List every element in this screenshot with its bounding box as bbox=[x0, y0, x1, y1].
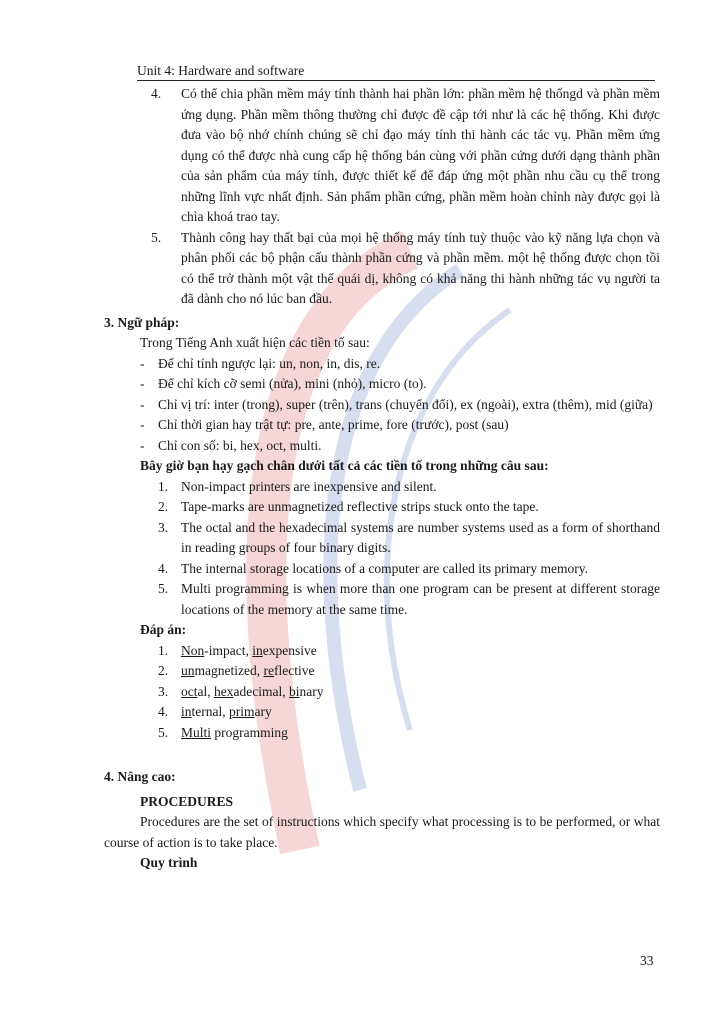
list-text: Tape-marks are unmagnetized reflective strips stuck onto the tape. bbox=[181, 499, 539, 514]
answer-text: adecimal, bbox=[233, 683, 289, 699]
list-number: 3. bbox=[158, 683, 169, 699]
list-text: The octal and the hexadecimal systems are number systems used as a form of shorthand in reading groups of four binary digits. bbox=[181, 519, 660, 555]
list-item bbox=[104, 436, 660, 457]
list-number: 1. bbox=[158, 478, 169, 494]
answer-text: flective bbox=[273, 663, 315, 678]
underlined-prefix: in bbox=[181, 704, 192, 719]
list-item bbox=[104, 559, 660, 580]
underlined-prefix: prim bbox=[229, 704, 255, 719]
underlined-prefix: bi bbox=[288, 683, 300, 699]
underlined-prefix: Non bbox=[181, 642, 205, 658]
answer-text: al, bbox=[197, 683, 214, 699]
list-number: 5. bbox=[158, 724, 169, 740]
page-header: Unit 4: Hardware and software bbox=[137, 62, 655, 81]
grammar-heading: 3. Ngữ pháp: bbox=[104, 314, 180, 330]
page-number: 33 bbox=[640, 953, 654, 968]
underlined-prefix: oct bbox=[181, 683, 198, 699]
list-item bbox=[104, 579, 660, 620]
list-text: Chỉ vị trí: inter (trong), super (trên), trans (chuyển đổi), ex (ngoài), extra (thêm), mid (giữa) bbox=[158, 396, 653, 412]
procedures-vn-heading: Quy trình bbox=[140, 855, 198, 870]
list-item bbox=[104, 497, 660, 518]
list-text: Có thể chia phần mềm máy tính thành hai phần lớn: phần mềm hệ thốngd và phần mềm ứng dụng. Phần mềm thông thường chỉ được đề cập tới như là các hệ thống. Khi được đưa vào bộ nhớ chính chúng sẽ chỉ đạo máy tính thi hành các tác vụ. Phần mềm ứng dụng có thể được nhà cung cấp hệ thống bán cùng với phần cứng dưới dạng thành phần của sản phẩm của máy tính, được thiết kế để đáp ứng một phần nhu cầu cụ thể trong những lĩnh vực nhất định. Sản phẩm phần cứng, phần mềm hoàn chỉnh này được gọi là chìa khoá trao tay. bbox=[181, 86, 660, 224]
list-item bbox=[104, 84, 660, 228]
answer-text: nary bbox=[299, 683, 324, 699]
answer-text: -impact, bbox=[204, 642, 253, 658]
underlined-prefix: un bbox=[181, 663, 195, 678]
answer-item bbox=[104, 702, 660, 723]
list-number: 5. bbox=[158, 581, 169, 596]
answer-item bbox=[104, 723, 660, 744]
underlined-prefix: hex bbox=[214, 683, 234, 699]
answer-text: ary bbox=[254, 704, 272, 719]
list-text: Thành công hay thất bại của mọi hệ thống máy tính tuỳ thuộc vào kỹ năng lựa chọn và phân phối các bộ phận cấu thành phần cứng và phần mềm. một hệ thống được chọn tồi có thể trở thành một vật thể quái dị, không có khả năng thi hành những tác vụ người ta đã dành cho nó lúc ban đầu. bbox=[181, 229, 660, 306]
dash-marker: - bbox=[140, 355, 145, 371]
procedures-paragraph: Procedures are the set of instructions which specify what processing is to be performed, or what course of action is to take place. bbox=[104, 814, 660, 850]
list-number: 4. bbox=[151, 86, 162, 101]
answer-item bbox=[104, 661, 660, 682]
underlined-prefix: Multi bbox=[181, 724, 212, 740]
procedures-heading: PROCEDURES bbox=[140, 793, 234, 809]
spacer bbox=[104, 743, 660, 764]
answer-heading: Đáp án: bbox=[140, 622, 187, 637]
underlined-prefix: re bbox=[263, 663, 274, 678]
list-item bbox=[104, 374, 660, 395]
list-number: 4. bbox=[158, 560, 169, 576]
page-content bbox=[104, 84, 660, 874]
answer-text: ternal, bbox=[191, 704, 229, 719]
list-item bbox=[104, 477, 660, 498]
answer-text: magnetized, bbox=[194, 663, 264, 678]
list-number: 5. bbox=[151, 229, 162, 245]
task-instruction: Bây giờ bạn hạy gạch chân dưới tất cả các tiền tố trong những câu sau: bbox=[140, 458, 549, 473]
list-text: Để chỉ kích cỡ semi (nửa), mini (nhỏ), micro (to). bbox=[158, 376, 427, 391]
list-text: The internal storage locations of a computer are called its primary memory. bbox=[181, 560, 588, 576]
list-text: Chỉ con số: bi, hex, oct, multi. bbox=[158, 437, 322, 453]
underlined-prefix: in bbox=[252, 642, 263, 658]
answer-text: expensive bbox=[262, 642, 317, 658]
answer-item bbox=[104, 682, 660, 703]
dash-marker: - bbox=[140, 376, 145, 391]
advanced-heading: 4. Nâng cao: bbox=[104, 769, 176, 784]
list-text: Chỉ thời gian hay trật tự: pre, ante, prime, fore (trước), post (sau) bbox=[158, 417, 509, 432]
list-number: 1. bbox=[158, 642, 169, 658]
answer-text: programming bbox=[211, 724, 288, 740]
list-item bbox=[104, 354, 660, 375]
list-item bbox=[104, 228, 660, 310]
list-number: 2. bbox=[158, 663, 169, 678]
list-number: 3. bbox=[158, 519, 169, 535]
list-number: 2. bbox=[158, 499, 169, 514]
list-item bbox=[104, 395, 660, 416]
answer-item bbox=[104, 641, 660, 662]
dash-marker: - bbox=[140, 437, 145, 453]
answer-list bbox=[104, 641, 660, 744]
list-text: Multi programming is when more than one program can be present at different storage locations of the memory at the same time. bbox=[181, 581, 660, 617]
list-number: 4. bbox=[158, 704, 169, 719]
dash-marker: - bbox=[140, 417, 145, 432]
dash-marker: - bbox=[140, 396, 145, 412]
list-item bbox=[104, 415, 660, 436]
grammar-intro: Trong Tiếng Anh xuất hiện các tiền tố sau: bbox=[140, 335, 370, 350]
list-item bbox=[104, 518, 660, 559]
list-text: Non-impact printers are inexpensive and silent. bbox=[181, 478, 437, 494]
list-text: Để chỉ tính ngược lại: un, non, in, dis, re. bbox=[158, 355, 381, 371]
